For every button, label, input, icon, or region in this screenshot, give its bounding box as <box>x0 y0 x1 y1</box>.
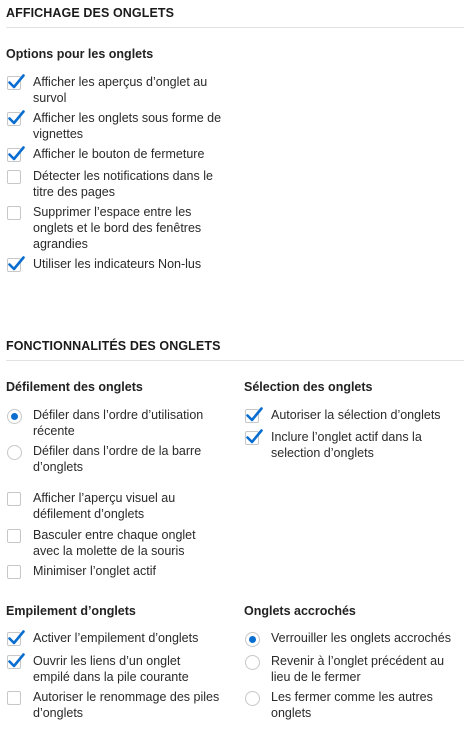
group-title-tab-scrolling: Défilement des onglets <box>6 380 143 394</box>
option-label: Ouvrir les liens d’un onglet empilé dans la pile courante <box>33 654 189 684</box>
option-label: Défiler dans l’ordre de la barre d’onglets <box>33 444 202 474</box>
option-label: Revenir à l’onglet précédent au lieu de le fermer <box>271 654 445 684</box>
group-title-pinned-tabs: Onglets accrochés <box>244 604 356 618</box>
checkmark-icon <box>245 428 263 446</box>
checkmark-icon <box>7 255 25 273</box>
checkmark-icon <box>7 652 25 670</box>
checkbox[interactable] <box>7 655 21 669</box>
checkmark-icon <box>7 145 25 163</box>
option-label: Activer l’empilement d’onglets <box>33 631 199 645</box>
option-label: Les fermer comme les autres onglets <box>271 690 433 720</box>
checkbox[interactable] <box>245 431 259 445</box>
checkbox[interactable] <box>7 691 21 705</box>
section-title-tab-features: FONCTIONNALITÉS DES ONGLETS <box>6 339 221 353</box>
checkmark-icon <box>7 73 25 91</box>
option-label: Autoriser la sélection d’onglets <box>271 408 441 422</box>
checkbox[interactable] <box>7 529 21 543</box>
option-label: Afficher les aperçus d’onglet au survol <box>33 75 208 105</box>
option-label: Minimiser l’onglet actif <box>33 564 156 578</box>
section-divider <box>6 360 464 361</box>
checkbox[interactable] <box>7 112 21 126</box>
checkbox[interactable] <box>7 492 21 506</box>
option-label: Afficher l’aperçu visuel au défilement d’onglets <box>33 491 176 521</box>
section-divider <box>6 27 464 28</box>
checkmark-icon <box>7 629 25 647</box>
option-label: Afficher les onglets sous forme de vignettes <box>33 111 222 141</box>
option-label: Basculer entre chaque onglet avec la molette de la souris <box>33 528 196 558</box>
option-label: Supprimer l’espace entre les onglets et le bord des fenêtres agrandies <box>33 205 202 251</box>
radio-button[interactable] <box>245 655 260 670</box>
option-label: Autoriser le renommage des piles d’onglets <box>33 690 220 720</box>
option-label: Défiler dans l’ordre d’utilisation récente <box>33 408 204 438</box>
option-label: Afficher le bouton de fermeture <box>33 147 205 161</box>
radio-button[interactable] <box>7 445 22 460</box>
checkmark-icon <box>7 109 25 127</box>
checkbox[interactable] <box>7 632 21 646</box>
checkmark-icon <box>245 406 263 424</box>
section-title-tabs-display: AFFICHAGE DES ONGLETS <box>6 6 175 20</box>
option-label: Inclure l’onglet actif dans la selection d’onglets <box>271 430 422 460</box>
checkbox[interactable] <box>7 206 21 220</box>
option-label: Détecter les notifications dans le titre des pages <box>33 169 213 199</box>
group-title-tab-stacking: Empilement d’onglets <box>6 604 136 618</box>
checkbox[interactable] <box>7 565 21 579</box>
checkbox[interactable] <box>7 170 21 184</box>
option-label: Verrouiller les onglets accrochés <box>271 631 451 645</box>
option-label: Utiliser les indicateurs Non-lus <box>33 257 202 271</box>
group-title-tab-selection: Sélection des onglets <box>244 380 373 394</box>
radio-button[interactable] <box>245 632 260 647</box>
checkbox[interactable] <box>7 258 21 272</box>
checkbox[interactable] <box>7 76 21 90</box>
checkbox[interactable] <box>7 148 21 162</box>
checkbox[interactable] <box>245 409 259 423</box>
radio-button[interactable] <box>7 409 22 424</box>
radio-button[interactable] <box>245 691 260 706</box>
group-title-tab-options: Options pour les onglets <box>6 47 154 61</box>
